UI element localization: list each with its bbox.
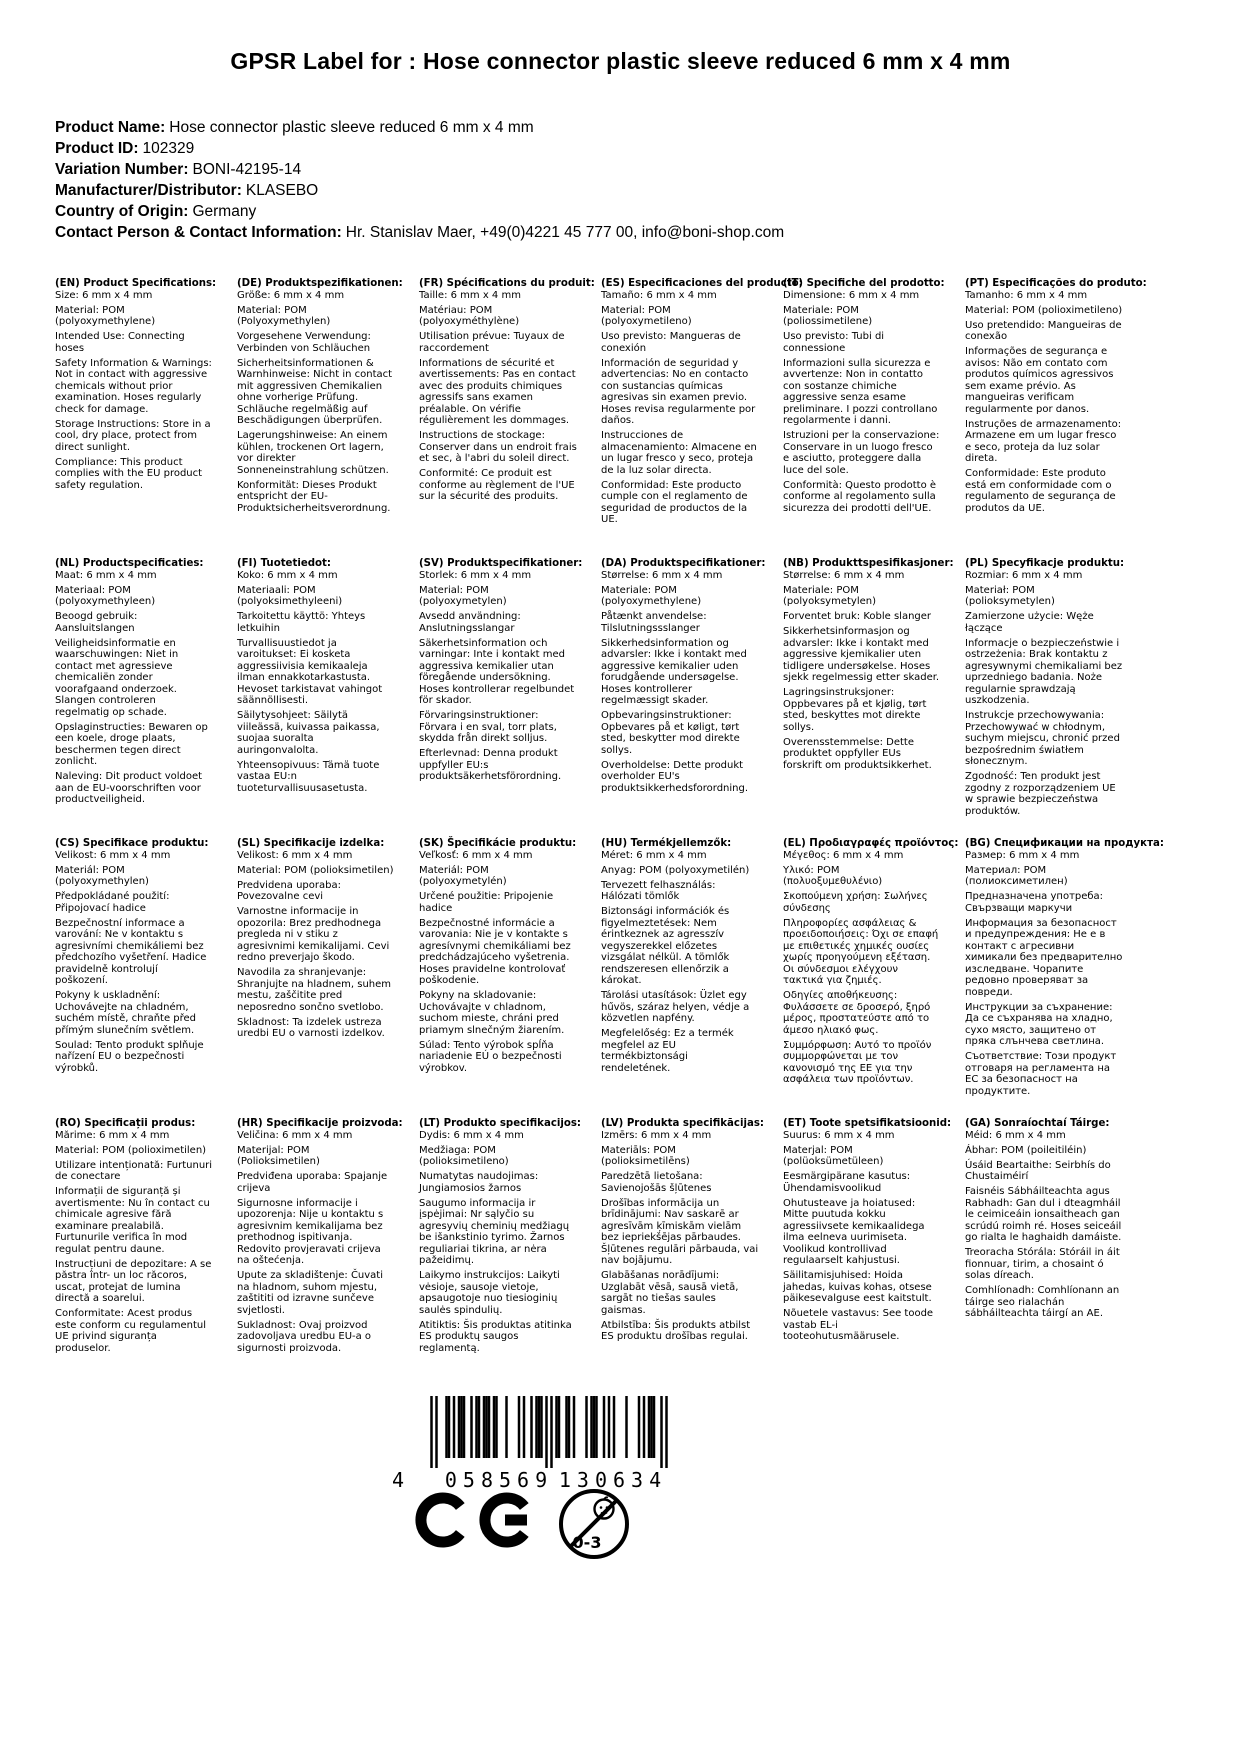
ce-mark-icon — [415, 1492, 537, 1550]
spec-block-ro — [55, 1118, 237, 1398]
spec-paragraph: Pokyny k uskladnění: Uchovávejte na chladném, suchém místě, chraňte před přímým slunečním světlem. — [55, 990, 197, 1036]
spec-paragraph: Instructions de stockage: Conserver dans un endroit frais et sec, à l'abri du soleil direct. — [419, 430, 577, 464]
spec-paragraph: Size: 6 mm x 4 mm — [55, 289, 153, 301]
spec-paragraph: Utilizare intenționată: Furtunuri de conectare — [55, 1159, 213, 1182]
spec-paragraph: Súlad: Tento výrobok spĺňa nariadenie EÚ o bezpečnosti výrobkov. — [419, 1039, 562, 1074]
field-label: Contact Person & Contact Information: — [55, 224, 342, 241]
spec-paragraph: Instrucciones de almacenamiento: Almacene en un lugar fresco y seco, proteja de la luz solar directa. — [601, 430, 757, 476]
spec-paragraph: Matériau: POM (polyoxyméthylène) — [419, 304, 520, 327]
spec-paragraph: Medžiaga: POM (polioksimetileno) — [419, 1144, 509, 1167]
spec-paragraph: Veličina: 6 mm x 4 mm — [237, 1129, 353, 1141]
spec-paragraph: Material: POM (polioximetilen) — [55, 1144, 207, 1156]
spec-paragraph: Bezpečnostné informácie a varovania: Nie je v kontakte s agresívnymi chemikáliami bez predchádzajúceho vyšetrenia. Hoses pravidelne kontrolovať poškodenie. — [419, 917, 571, 986]
spec-paragraph: Opslaginstructies: Bewaren op een koele, droge plaats, beschermen tegen direct zonlicht. — [55, 721, 208, 767]
spec-paragraph: Ábhar: POM (poileitiléin) — [965, 1144, 1087, 1156]
spec-header: (EN) Product Specifications: — [55, 278, 217, 289]
spec-block-es — [601, 278, 803, 558]
field-label: Product Name: — [55, 119, 166, 136]
spec-paragraph: Tamaño: 6 mm x 4 mm — [601, 289, 717, 301]
spec-paragraph: Materiāls: POM (polioksimetilēns) — [601, 1144, 690, 1167]
spec-block-fi — [237, 558, 419, 838]
spec-paragraph: Förvaringsinstruktioner: Förvara i en sval, torr plats, skydda från direkt solljus. — [419, 710, 557, 744]
product-info — [55, 117, 1186, 243]
spec-paragraph: Anyag: POM (polyoxymetilén) — [601, 864, 750, 876]
spec-paragraph: Určené použitie: Pripojenie hadice — [419, 891, 554, 914]
page-title: GPSR Label for : Hose connector plastic sleeve reduced 6 mm x 4 mm — [230, 48, 1011, 74]
age-warning-0-3-icon — [556, 1486, 632, 1562]
spec-paragraph: Υλικό: POM (πολυοξυμεθυλένιο) — [783, 864, 883, 887]
spec-block-hr — [237, 1118, 419, 1398]
spec-block-en — [55, 278, 237, 558]
spec-header: (FI) Tuotetiedot: — [237, 558, 331, 569]
spec-paragraph: Nõuetele vastavus: See toode vastab EL-i tooteohutusmäärusele. — [783, 1308, 934, 1342]
spec-header: (LV) Produkta specifikācijas: — [601, 1118, 764, 1129]
field-value: Germany — [192, 203, 257, 220]
spec-paragraph: Naleving: Dit product voldoet aan de EU-voorschriften voor productveiligheid. — [55, 771, 203, 805]
spec-paragraph: Efterlevnad: Denna produkt uppfyller EU:s produktsäkerhetsförordning. — [419, 748, 562, 782]
spec-paragraph: Veľkosť: 6 mm x 4 mm — [419, 849, 533, 861]
spec-header: (SK) Špecifikácie produktu: — [419, 838, 577, 849]
spec-paragraph: Informations de sécurité et avertissements: Pas en contact avec des produits chimiques agressifs sans examen préalable. On vérifie régulièrement les dommages. — [419, 357, 576, 426]
spec-paragraph: Πληροφορίες ασφάλειας & προειδοποιήσεις: Όχι σε επαφή με επιθετικές χημικές ουσίες χωρίς προηγούμενη εξέταση. Οι σύνδεσμοι ελέγχουν τακτικά για ζημιές. — [783, 917, 939, 986]
spec-block-bg — [965, 838, 1164, 1118]
spec-paragraph: Μέγεθος: 6 mm x 4 mm — [783, 849, 904, 861]
field-value: Hr. Stanislav Maer, +49(0)4221 45 777 00, info@boni-shop.com — [345, 224, 785, 241]
spec-header: (RO) Specificații produs: — [55, 1118, 196, 1129]
spec-paragraph: Storage Instructions: Store in a cool, dry place, protect from direct sunlight. — [55, 418, 211, 453]
spec-paragraph: Material: POM (polyoxymetylen) — [419, 584, 507, 607]
field-label: Variation Number: — [55, 161, 189, 178]
spec-paragraph: Instruções de armazenamento: Armazene em um lugar fresco e seco, proteja da luz solar direta. — [965, 418, 1122, 464]
spec-header: (PL) Specyfikacje produktu: — [965, 558, 1125, 569]
spec-paragraph: Größe: 6 mm x 4 mm — [237, 289, 345, 301]
spec-header: (BG) Спецификации на продукта: — [965, 838, 1164, 849]
spec-header: (FR) Spécifications du produit: — [419, 278, 595, 289]
spec-paragraph: Materiaal: POM (polyoxymethyleen) — [55, 584, 156, 607]
spec-block-it — [783, 278, 965, 558]
spec-paragraph: Uso previsto: Tubi di connessione — [783, 331, 885, 354]
spec-paragraph: Материал: POM (полиоксиметилен) — [965, 864, 1068, 887]
field-value: BONI-42195-14 — [192, 161, 302, 178]
product-info-row — [55, 159, 1186, 180]
spec-paragraph: Σκοπούμενη χρήση: Σωλήνες σύνδεσης — [783, 891, 928, 914]
field-label: Product ID: — [55, 140, 139, 157]
spec-block-fr — [419, 278, 601, 558]
spec-paragraph: Uso previsto: Mangueras de conexión — [601, 331, 741, 354]
spec-paragraph: Informações de segurança e avisos: Não em contato com produtos químicos agressivos sem exame prévio. As mangueiras verificam regularmente por danos. — [965, 346, 1114, 415]
product-info-row — [55, 201, 1186, 222]
spec-paragraph: Overensstemmelse: Dette produktet oppfyller EUs forskrift om produktsikkerhet. — [783, 736, 932, 771]
spec-paragraph: Opbevaringsinstruktioner: Opbevares på et køligt, tørt sted, beskytter mod direkte sollys. — [601, 710, 740, 756]
spec-paragraph: Predviđena uporaba: Spajanje crijeva — [237, 1171, 388, 1194]
spec-header: (IT) Specifiche del prodotto: — [783, 278, 945, 289]
spec-header: (DA) Produktspecifikationer: — [601, 558, 766, 569]
spec-paragraph: Materiál: POM (polyoxymethylen) — [55, 864, 149, 887]
spec-paragraph: Informacje o bezpieczeństwie i ostrzeżenia: Brak kontaktu z agresywnymi chemikaliami bez uprzedniego badania. Noże regularnie sprawdzają uszkodzenia. — [965, 637, 1123, 706]
spec-paragraph: Material: POM (polyoxymethylene) — [55, 304, 156, 327]
spec-block-da — [601, 558, 783, 838]
spec-header: (NB) Produkttspesifikasjoner: — [783, 558, 954, 569]
spec-paragraph: Safety Information & Warnings: Not in contact with aggressive chemicals without prior examination. Hoses regularly check for damage. — [55, 357, 212, 415]
spec-paragraph: Méid: 6 mm x 4 mm — [965, 1129, 1066, 1141]
spec-paragraph: Úsáid Beartaithe: Seirbhís do Chustaiméirí — [965, 1159, 1111, 1182]
spec-block-pt — [965, 278, 1147, 558]
spec-paragraph: Skladnost: Ta izdelek ustreza uredbi EU o varnosti izdelkov. — [237, 1016, 385, 1039]
barcode — [392, 1396, 682, 1496]
spec-paragraph: Forventet bruk: Koble slanger — [783, 611, 932, 622]
spec-paragraph: Atbilstība: Šis produkts atbilst ES produktu drošības regulai. — [601, 1319, 751, 1342]
spec-paragraph: Størrelse: 6 mm x 4 mm — [783, 569, 905, 581]
spec-block-lt — [419, 1118, 601, 1398]
spec-block-sk — [419, 838, 601, 1118]
spec-block-cs — [55, 838, 237, 1118]
spec-paragraph: Drošības informācija un brīdinājumi: Nav saskarē ar agresīvām ķīmiskām vielām bez iepriekšējas pārbaudes. Šļūtenes regulāri pārbauda, vai nav bojājumu. — [601, 1197, 759, 1266]
spec-paragraph: Materjal: POM (polüoksümetüleen) — [783, 1144, 884, 1167]
spec-paragraph: Material: POM (polyoxymetileno) — [601, 304, 692, 327]
spec-paragraph: Saugumo informacija ir įspėjimai: Nr sąlyčio su agresyvių cheminių medžiagų be išankstinio tyrimo. Žarnos reguliariai tikrina, ar nėra pažeidimų. — [419, 1197, 570, 1266]
product-info-row — [55, 117, 1186, 138]
spec-header: (SV) Produktspecifikationer: — [419, 558, 583, 569]
spec-header: (PT) Especificações do produto: — [965, 278, 1147, 289]
spec-paragraph: Sikkerhetsinformasjon og advarsler: Ikke i kontakt med aggressive kjemikalier uten tidligere undersøkelse. Hoses sjekk regelmessig etter skader. — [783, 626, 940, 683]
spec-paragraph: Material: POM (Polyoxymethylen) — [237, 304, 331, 327]
spec-paragraph: Biztonsági információk és figyelmeztetések: Nem érintkeznek az agresszív vegyszerekkel előzetes vizsgálat nélkül. A tömlők rendszeresen ellenőrzik a károkat. — [601, 906, 730, 986]
spec-block-de — [237, 278, 419, 558]
spec-paragraph: Materiale: POM (polyoxymethylene) — [601, 584, 702, 607]
spec-paragraph: Инструкции за съхранение: Да се съхранява на хладно, сухо място, защитено от пряка слънчева светлина. — [965, 1001, 1113, 1047]
spec-block-nb — [783, 558, 965, 838]
spec-paragraph: Suurus: 6 mm x 4 mm — [783, 1129, 895, 1141]
spec-paragraph: Bezpečnostní informace a varování: Ne v kontaktu s agresivními chemikáliemi bez předchozího vyšetření. Hadice pravidelně kontrolují poškození. — [55, 917, 207, 986]
spec-header: (ES) Especificaciones del producto: — [601, 278, 803, 289]
spec-paragraph: Informații de siguranță și avertismente: Nu în contact cu chimicale agresive fără examinare prealabilă. Furtunurile verifica în mod regulat pentru daune. — [55, 1186, 210, 1255]
barcode-digit-group-right: 130634 — [558, 1468, 668, 1492]
spec-paragraph: Påtænkt anvendelse: Tilslutningssslanger — [601, 611, 707, 634]
spec-paragraph: Upute za skladištenje: Čuvati na hladnom, suhom mjestu, zaštititi od izravne sunčeve svjetlosti. — [237, 1270, 384, 1316]
spec-block-et — [783, 1118, 965, 1398]
spec-paragraph: Treoracha Stórála: Stóráil in áit fionnuar, tirim, a chosaint ó solas díreach. — [965, 1247, 1120, 1281]
spec-paragraph: Dimensione: 6 mm x 4 mm — [783, 289, 920, 301]
spec-paragraph: Informazioni sulla sicurezza e avvertenze: Non in contatto con sostanze chimiche aggressive senza esame preliminare. I pozzi controllano regolarmente i danni. — [783, 357, 938, 426]
spec-paragraph: Sukladnost: Ovaj proizvod zadovoljava uredbu EU-a o sigurnosti proizvoda. — [237, 1319, 372, 1354]
spec-paragraph: Rozmiar: 6 mm x 4 mm — [965, 569, 1083, 581]
spec-paragraph: Materiale: POM (polyoksymetylen) — [783, 584, 877, 607]
spec-paragraph: Vorgesehene Verwendung: Verbinden von Schläuchen — [237, 331, 371, 354]
spec-paragraph: Информация за безопасност и предупреждения: Не е в контакт с агресивни химикали без предварително изследване. Чорапите редовно проверяват за повреди. — [965, 917, 1123, 998]
spec-paragraph: Paredzētā lietošana: Savienojošās šļūtenes — [601, 1171, 712, 1194]
spec-header: (LT) Produkto specifikacijos: — [419, 1118, 581, 1129]
spec-block-lv — [601, 1118, 783, 1398]
spec-paragraph: Veiligheidsinformatie en waarschuwingen: Niet in contact met agressieve chemicaliën zonder voorafgaand onderzoek. Slangen controleren regelmatig op schade. — [55, 637, 179, 718]
spec-paragraph: Mărime: 6 mm x 4 mm — [55, 1129, 170, 1141]
product-info-row — [55, 222, 1186, 243]
spec-paragraph: Säkerhetsinformation och varningar: Inte i kontakt med aggressiva kemikalier utan föregående undersökning. Hoses kontrollerar regelbundet för skador. — [419, 637, 575, 706]
spec-paragraph: Información de seguridad y advertencias: No en contacto con sustancias químicas agresivas sin examen previo. Hoses revisa regularmente por daños. — [601, 357, 756, 426]
barcode-digit-lead: 4 — [392, 1468, 405, 1492]
spec-paragraph: Faisnéis Sábháilteachta agus Rabhadh: Gan dul i dteagmháil le ceimiceáin ionsaitheach gan scrúdú roimh ré. Hoses seiceáil go rialta le haghaidh damáiste. — [965, 1186, 1122, 1243]
spec-paragraph: Συμμόρφωση: Αυτό το προϊόν συμμορφώνεται με τον κανονισμό της ΕΕ για την ασφάλεια των προϊόντων. — [783, 1039, 932, 1085]
spec-paragraph: Tamanho: 6 mm x 4 mm — [965, 289, 1088, 301]
spec-paragraph: Taille: 6 mm x 4 mm — [419, 289, 521, 301]
spec-block-nl — [55, 558, 237, 838]
spec-header: (GA) Sonraíochtaí Táirge: — [965, 1118, 1110, 1129]
spec-paragraph: Dydis: 6 mm x 4 mm — [419, 1129, 524, 1141]
spec-paragraph: Lagerungshinweise: An einem kühlen, trockenen Ort lagern, vor direkter Sonneneinstrahlung schützen. — [237, 430, 389, 476]
spec-paragraph: Yhteensopivuus: Tämä tuote vastaa EU:n tuoteturvallisuusasetusta. — [237, 759, 380, 794]
spec-paragraph: Materiale: POM (poliossimetilene) — [783, 304, 873, 327]
spec-paragraph: Conformité: Ce produit est conforme au règlement de l'UE sur la sécurité des produits. — [419, 468, 575, 502]
spec-paragraph: Numatytas naudojimas: Jungiamosios žarnos — [419, 1171, 539, 1194]
age-range-label: 0-3 — [572, 1533, 602, 1552]
spec-paragraph: Material: POM (polioksimetilen) — [237, 864, 394, 876]
field-label: Manufacturer/Distributor: — [55, 182, 242, 199]
product-info-row — [55, 138, 1186, 159]
spec-paragraph: Säilytysohjeet: Säilytä viileässä, kuivassa paikassa, suojaa suoralta auringonvalolta. — [237, 710, 380, 756]
spec-paragraph: Materiál: POM (polyoxymetylén) — [419, 864, 507, 887]
product-info-row — [55, 180, 1186, 201]
spec-paragraph: Zamierzone użycie: Węże łączące — [965, 611, 1094, 634]
spec-paragraph: Съответствие: Този продукт отговаря на регламента на ЕС за безопасност на продуктите. — [965, 1051, 1117, 1097]
spec-paragraph: Lagringsinstruksjoner: Oppbevares på et kjølig, tørt sted, beskyttes mot direkte sollys. — [783, 687, 927, 733]
spec-paragraph: Sicherheitsinformationen & Warnhinweise: Nicht in contact mit aggressiven Chemikalien ohne vorherige Prüfung. Schläuche regelmäßig auf Beschädigungen überprüfen. — [237, 357, 393, 426]
spec-paragraph: Istruzioni per la conservazione: Conservare in un luogo fresco e asciutto, proteggere dalla luce del sole. — [783, 430, 940, 476]
spec-paragraph: Soulad: Tento produkt splňuje nařízení EU o bezpečnosti výrobků. — [55, 1039, 204, 1074]
field-label: Country of Origin: — [55, 203, 189, 220]
spec-grid — [55, 278, 1164, 1398]
spec-paragraph: Materiał: POM (polioksymetylen) — [965, 584, 1055, 607]
spec-paragraph: Размер: 6 mm x 4 mm — [965, 849, 1080, 861]
barcode-bars-icon — [430, 1396, 668, 1468]
spec-block-ga — [965, 1118, 1147, 1398]
spec-header: (HU) Termékjellemzők: — [601, 838, 732, 849]
spec-paragraph: Predvidena uporaba: Povezovalne cevi — [237, 879, 341, 902]
spec-paragraph: Säilitamisjuhised: Hoida jahedas, kuivas kohas, otsese päikesevalguse eest kaitstult. — [783, 1270, 932, 1304]
spec-paragraph: Atitiktis: Šis produktas atitinka ES produktų saugos reglamentą. — [419, 1319, 572, 1354]
spec-paragraph: Compliance: This product complies with the EU product safety regulation. — [55, 456, 203, 491]
spec-paragraph: Tarkoitettu käyttö: Yhteys letkuihin — [237, 611, 366, 634]
spec-paragraph: Turvallisuustiedot ja varoitukset: Ei kosketa aggressiivisia kemikaaleja ilman ennakkotarkastusta. Hevoset tarkistavat vahingot säännöllisesti. — [237, 637, 383, 706]
spec-paragraph: Предназначена употреба: Свързващи маркучи — [965, 891, 1104, 914]
spec-paragraph: Varnostne informacije in opozorila: Brez predhodnega pregleda ni v stiku z agresivnimi kemikalijami. Cevi redno preverjajo škodo. — [237, 906, 390, 963]
spec-paragraph: Eesmärgipärane kasutus: Ühendamisvoolikud — [783, 1171, 911, 1194]
spec-paragraph: Instrukcje przechowywania: Przechowywać w chłodnym, suchym miejscu, chronić przed bezpośrednim światłem słonecznym. — [965, 710, 1120, 767]
spec-paragraph: Méret: 6 mm x 4 mm — [601, 849, 707, 861]
spec-paragraph: Sikkerhedsinformation og advarsler: Ikke i kontakt med aggressive kemikalier uden forudgående undersøgelse. Hoses kontrollerer regelmæssigt skader. — [601, 637, 747, 706]
spec-block-el — [783, 838, 965, 1118]
spec-paragraph: Instrucțiuni de depozitare: A se păstra într- un loc răcoros, uscat, protejat de lumina directă a soarelui. — [55, 1258, 212, 1304]
spec-paragraph: Uso pretendido: Mangueiras de conexão — [965, 319, 1122, 342]
spec-block-pl — [965, 558, 1147, 838]
spec-paragraph: Megfelelőség: Ez a termék megfelel az EU termékbiztonsági rendeletének. — [601, 1028, 734, 1074]
spec-header: (SL) Specifikacije izdelka: — [237, 838, 385, 849]
spec-paragraph: Conformidad: Este producto cumple con el reglamento de seguridad de productos de la UE. — [601, 479, 748, 525]
spec-paragraph: Avsedd användning: Anslutningsslangar — [419, 611, 521, 634]
spec-header: (ET) Toote spetsifikatsioonid: — [783, 1118, 952, 1129]
spec-block-hu — [601, 838, 783, 1118]
spec-paragraph: Comhlíonadh: Comhlíonann an táirge seo rialachán sábháilteachta táirgí an AE. — [965, 1285, 1120, 1319]
spec-paragraph: Conformidade: Este produto está em conformidade com o regulamento de segurança de produtos da UE. — [965, 468, 1116, 514]
spec-paragraph: Glabāšanas norādījumi: Uzglabāt vēsā, sausā vietā, sargāt no tiešas saules gaismas. — [601, 1270, 739, 1316]
spec-paragraph: Zgodność: Ten produkt jest zgodny z rozporządzeniem UE w sprawie bezpieczeństwa produktów. — [965, 771, 1116, 817]
spec-paragraph: Conformitate: Acest produs este conform cu regulamentul UE privind siguranța produselor. — [55, 1308, 206, 1354]
spec-paragraph: Conformità: Questo prodotto è conforme al regolamento sulla sicurezza dei prodotti dell'UE. — [783, 479, 937, 514]
spec-paragraph: Konformität: Dieses Produkt entspricht der EU-Produktsicherheitsverordnung. — [237, 479, 391, 514]
spec-paragraph: Material: POM (polioximetileno) — [965, 304, 1123, 316]
spec-header: (EL) Προδιαγραφές προϊόντος: — [783, 838, 959, 849]
spec-paragraph: Sigurnosne informacije i upozorenja: Nije u kontaktu s agresivnim kemikalijama bez prethodnog ispitivanja. Redovito provjeravati crijeva na oštećenja. — [237, 1197, 384, 1266]
spec-paragraph: Izmērs: 6 mm x 4 mm — [601, 1129, 712, 1141]
spec-paragraph: Οδηγίες αποθήκευσης: Φυλάσσετε σε δροσερό, ξηρό μέρος, προστατεύστε από το άμεσο ηλιακό φως. — [783, 990, 931, 1036]
field-value: KLASEBO — [245, 182, 319, 199]
field-value: 102329 — [142, 140, 195, 157]
spec-header: (HR) Specifikacije proizvoda: — [237, 1118, 403, 1129]
spec-header: (DE) Produktspezifikationen: — [237, 278, 403, 289]
spec-paragraph: Velikost: 6 mm x 4 mm — [237, 849, 353, 861]
spec-block-sv — [419, 558, 601, 838]
spec-paragraph: Storlek: 6 mm x 4 mm — [419, 569, 532, 581]
spec-paragraph: Tervezett felhasználás: Hálózati tömlők — [601, 879, 716, 902]
spec-paragraph: Utilisation prévue: Tuyaux de raccordement — [419, 331, 565, 354]
spec-paragraph: Ohutusteave ja hoiatused: Mitte puutuda kokku agressiivsete kemikaalidega ilma eelneva uurimiseta. Voolikud kontrollivad regulaarselt kahjustusi. — [783, 1197, 925, 1266]
spec-block-sl — [237, 838, 419, 1118]
spec-header: (CS) Specifikace produktu: — [55, 838, 209, 849]
spec-paragraph: Pokyny na skladovanie: Uchovávajte v chladnom, suchom mieste, chráni pred priamym slnečným žiarením. — [419, 990, 565, 1036]
spec-paragraph: Koko: 6 mm x 4 mm — [237, 569, 338, 581]
spec-paragraph: Maat: 6 mm x 4 mm — [55, 569, 157, 581]
spec-paragraph: Overholdelse: Dette produkt overholder EU's produktsikkerhedsforordning. — [601, 759, 749, 794]
spec-paragraph: Beoogd gebruik: Aansluitslangen — [55, 611, 138, 634]
spec-paragraph: Laikymo instrukcijos: Laikyti vėsioje, sausoje vietoje, apsaugotoje nuo tiesioginių saulės spindulių. — [419, 1270, 560, 1316]
spec-paragraph: Materijal: POM (Polioksimetilen) — [237, 1144, 320, 1167]
spec-paragraph: Velikost: 6 mm x 4 mm — [55, 849, 171, 861]
barcode-digit-group-left: 058569 — [444, 1468, 554, 1492]
spec-paragraph: Tárolási utasítások: Üzlet egy hűvös, száraz helyen, védje a közvetlen napfény. — [601, 990, 750, 1024]
spec-header: (NL) Productspecificaties: — [55, 558, 204, 569]
spec-paragraph: Materiaali: POM (polyoksimethyleeni) — [237, 584, 343, 607]
field-value: Hose connector plastic sleeve reduced 6 mm x 4 mm — [169, 119, 534, 136]
spec-paragraph: Størrelse: 6 mm x 4 mm — [601, 569, 723, 581]
spec-paragraph: Předpokládané použití: Připojovací hadice — [55, 891, 170, 914]
spec-paragraph: Intended Use: Connecting hoses — [55, 331, 185, 354]
spec-paragraph: Navodila za shranjevanje: Shranjujte na hladnem, suhem mestu, zaščitite pred neposredno sončno svetlobo. — [237, 967, 392, 1013]
